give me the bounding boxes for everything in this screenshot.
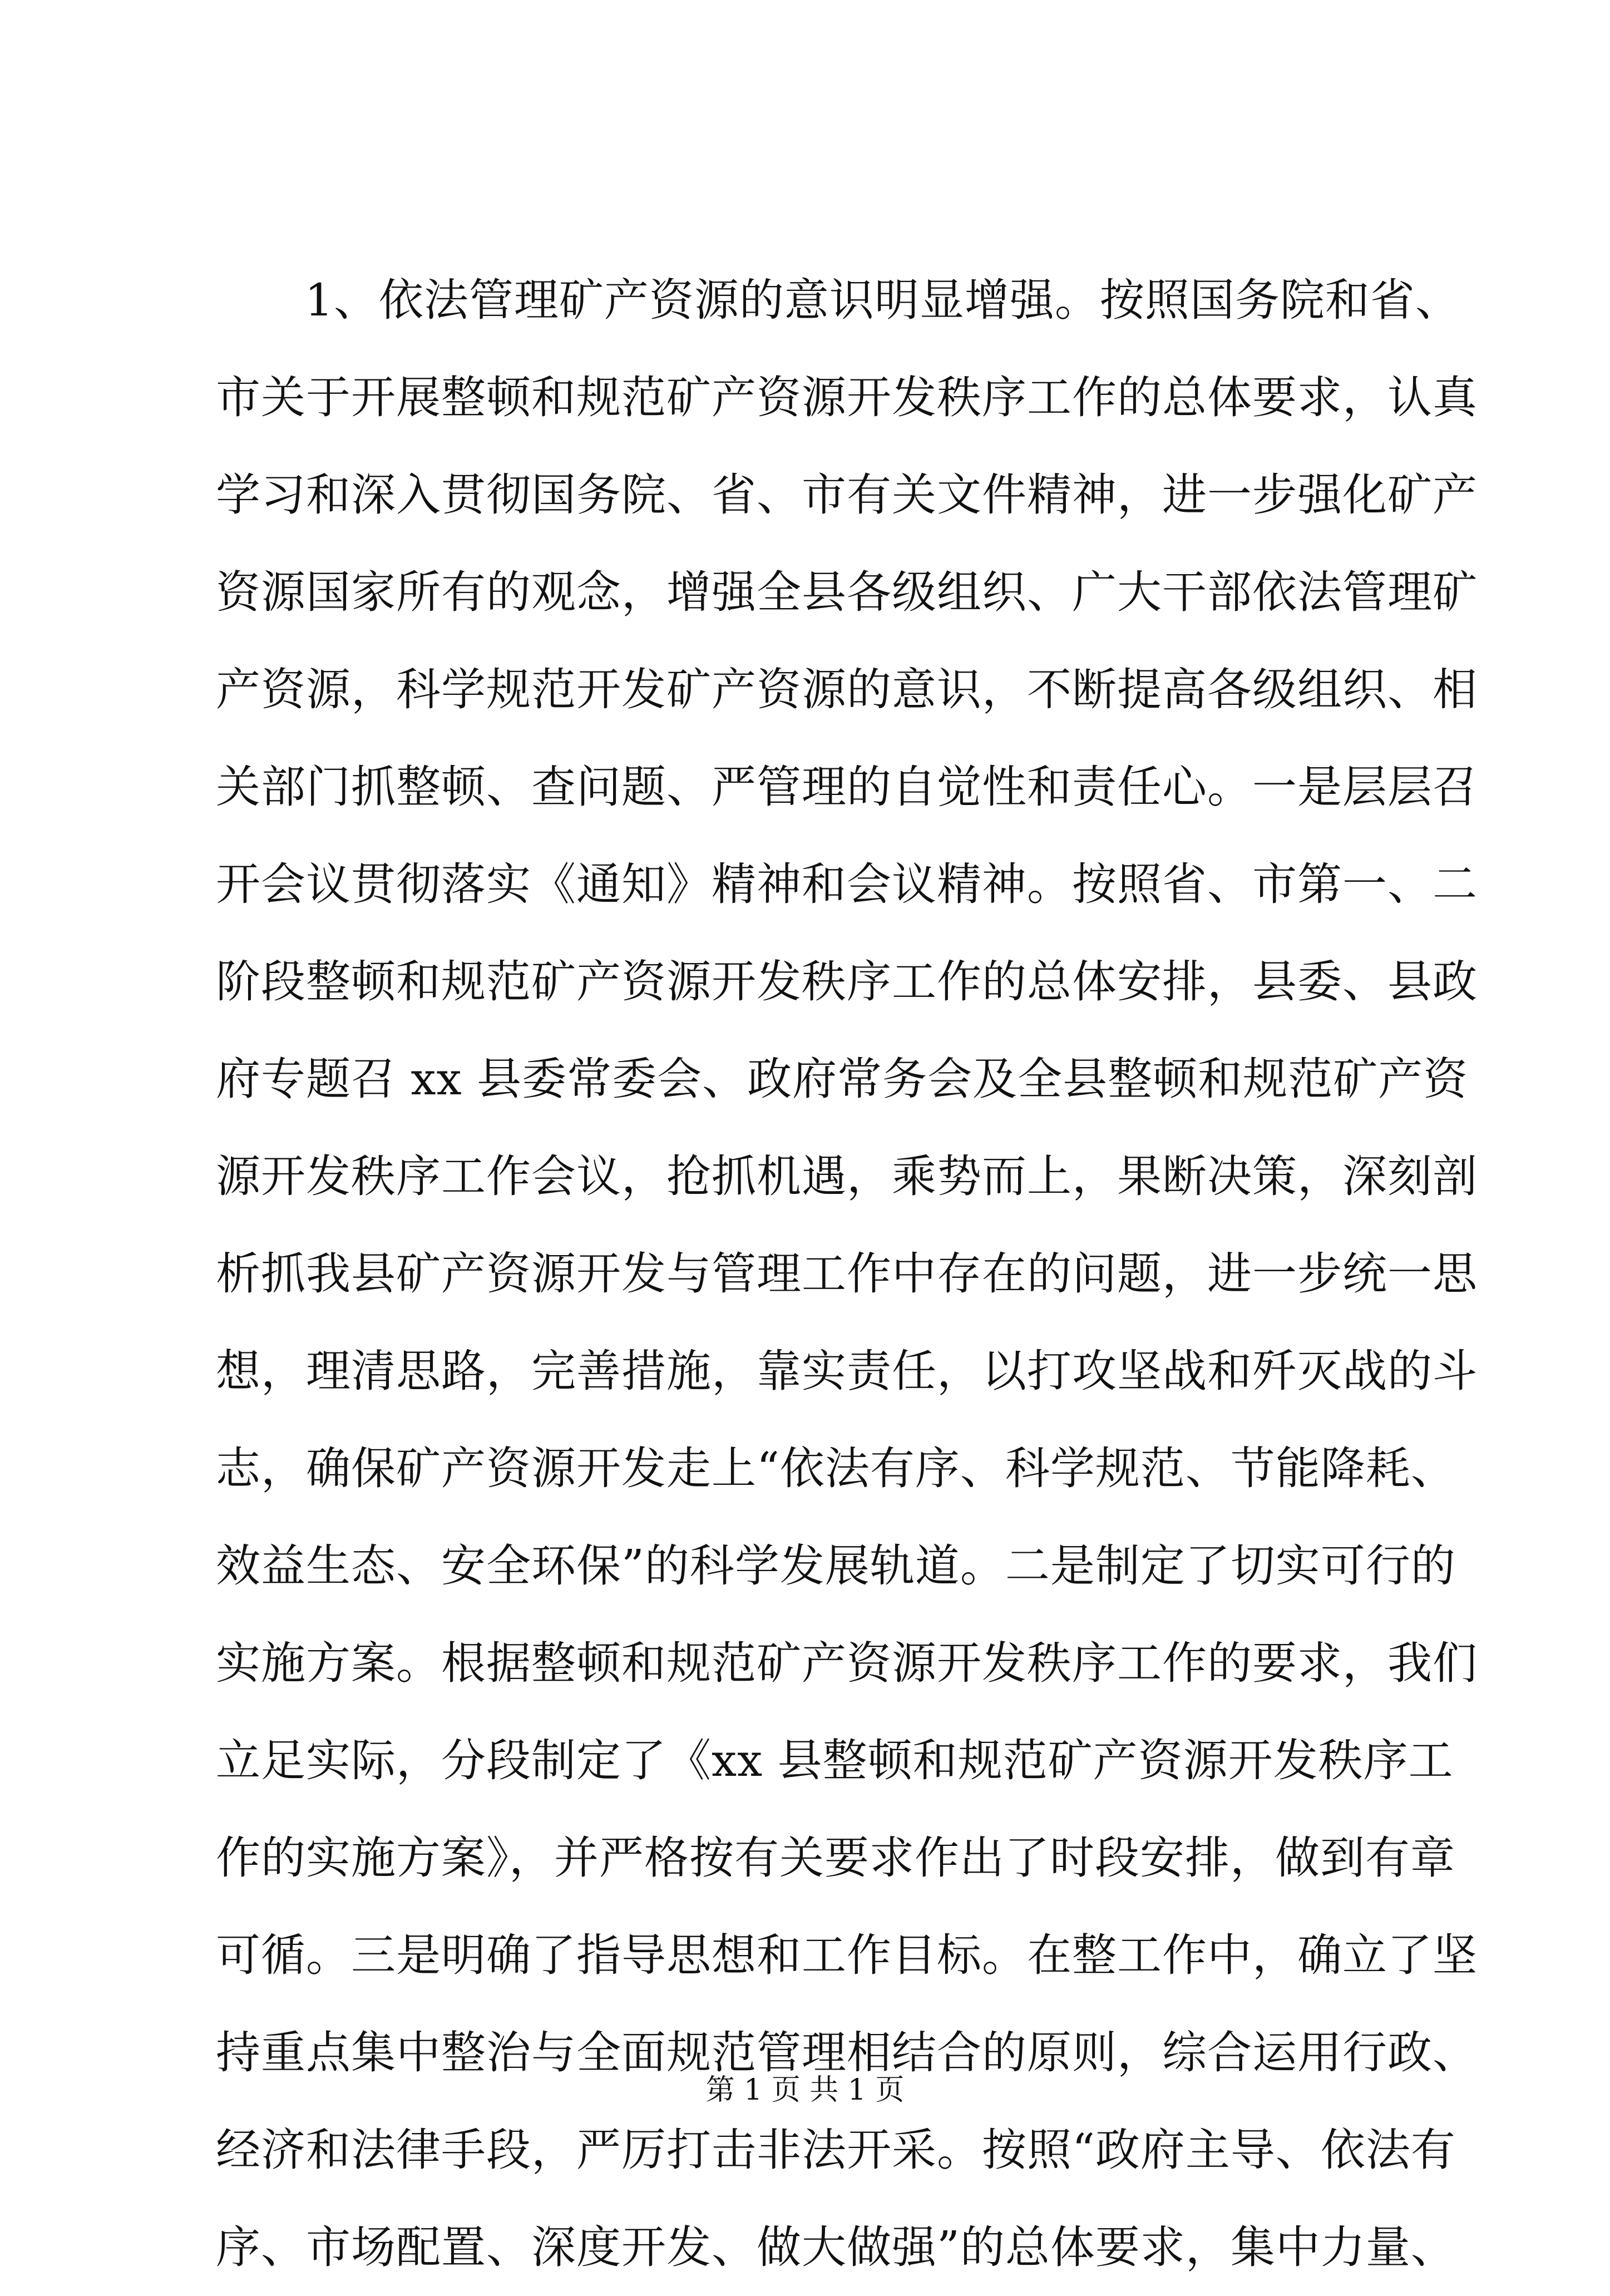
page-footer: 第 1 页 共 1 页 bbox=[705, 2073, 905, 2107]
paragraph-line: 阶段整顿和规范矿产资源开发秩序工作的总体安排，县委、县政 bbox=[216, 956, 1478, 1008]
paragraph-line: 府专题召 xx 县委常委会、政府常务会及全县整顿和规范矿产资 bbox=[216, 1053, 1469, 1105]
body-paragraph bbox=[216, 251, 1478, 2296]
paragraph-line: 作的实施方案》，并严格按有关要求作出了时段安排，做到有章 bbox=[216, 1832, 1455, 1884]
paragraph-line: 立足实际，分段制定了《xx 县整顿和规范矿产资源开发秩序工 bbox=[216, 1735, 1454, 1786]
paragraph-line: 序、市场配置、深度开发、做大做强”的总体要求，集中力量、 bbox=[216, 2221, 1456, 2273]
paragraph-line: 市关于开展整顿和规范矿产资源开发秩序工作的总体要求，认真 bbox=[216, 372, 1478, 423]
paragraph-line: 实施方案。根据整顿和规范矿产资源开发秩序工作的要求，我们 bbox=[216, 1637, 1478, 1689]
paragraph-line: 开会议贯彻落实《通知》精神和会议精神。按照省、市第一、二 bbox=[216, 858, 1478, 910]
paragraph-line: 1、依法管理矿产资源的意识明显增强。按照国务院和省、 bbox=[305, 274, 1460, 326]
paragraph-line: 源开发秩序工作会议，抢抓机遇，乘势而上，果断决策，深刻剖 bbox=[216, 1151, 1478, 1202]
paragraph-line: 效益生态、安全环保”的科学发展轨道。二是制定了切实可行的 bbox=[216, 1540, 1456, 1592]
paragraph-line: 可循。三是明确了指导思想和工作目标。在整工作中，确立了坚 bbox=[216, 1929, 1478, 1981]
paragraph-line: 经济和法律手段，严厉打击非法开采。按照“政府主导、依法有 bbox=[216, 2124, 1456, 2176]
paragraph-line: 析抓我县矿产资源开发与管理工作中存在的问题，进一步统一思 bbox=[216, 1248, 1478, 1300]
paragraph-line: 持重点集中整治与全面规范管理相结合的原则，综合运用行政、 bbox=[216, 2027, 1478, 2078]
paragraph-line: 学习和深入贯彻国务院、省、市有关文件精神，进一步强化矿产 bbox=[216, 469, 1478, 521]
paragraph-line: 产资源，科学规范开发矿产资源的意识，不断提高各级组织、相 bbox=[216, 664, 1478, 715]
paragraph-line: 资源国家所有的观念，增强全县各级组织、广大干部依法管理矿 bbox=[216, 566, 1478, 618]
paragraph-line: 关部门抓整顿、查问题、严管理的自觉性和责任心。一是层层召 bbox=[216, 761, 1478, 813]
paragraph-line: 志，确保矿产资源开发走上“依法有序、科学规范、节能降耗、 bbox=[216, 1443, 1456, 1494]
paragraph-line: 想，理清思路，完善措施，靠实责任，以打攻坚战和歼灭战的斗 bbox=[216, 1345, 1478, 1397]
